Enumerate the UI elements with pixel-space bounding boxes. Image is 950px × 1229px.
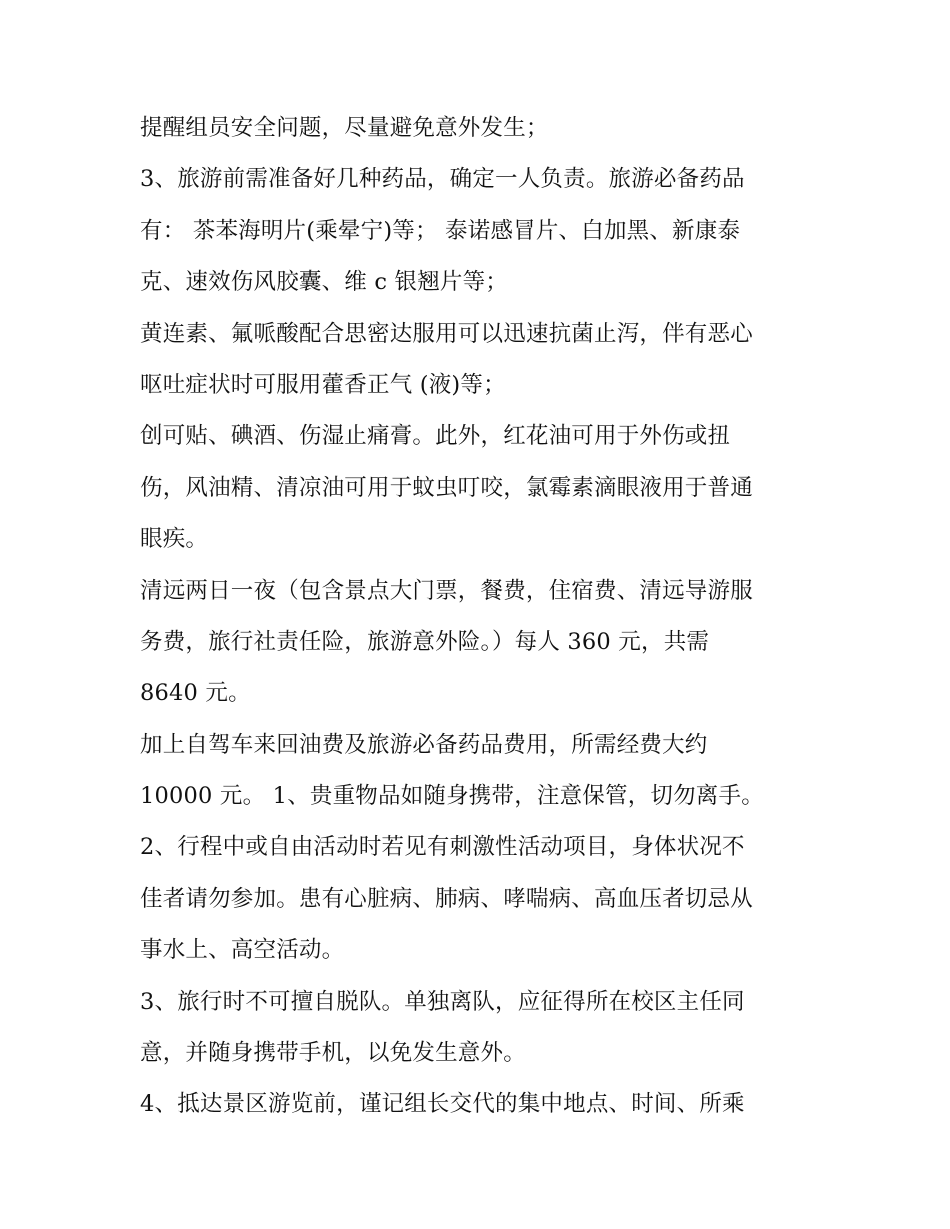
text-line: 清远两日一夜（包含景点大门票，餐费，住宿费、清远导游服 xyxy=(140,577,753,604)
text-line: 眼疾。 xyxy=(140,526,209,553)
text-line: 4、抵达景区游览前，谨记组长交代的集中地点、时间、所乘 xyxy=(140,1091,745,1118)
text-line: 黄连素、氟哌酸配合思密达服用可以迅速抗菌止泻，伴有恶心 xyxy=(140,320,753,347)
document-body xyxy=(140,103,830,1131)
text-line: 提醒组员安全问题，尽量避免意外发生； xyxy=(140,115,549,141)
text-line: 有： 茶苯海明片(乘晕宁)等； 泰诺感冒片、白加黑、新康泰 xyxy=(140,217,741,244)
text-line: 务费，旅行社责任险，旅游意外险。）每人 360 元，共需 xyxy=(140,628,710,655)
text-line: 8640 元。 xyxy=(140,680,251,707)
text-line: 意，并随身携带手机，以免发生意外。 xyxy=(140,1040,526,1067)
text-line: 佳者请勿参加。患有心脏病、肺病、哮喘病、高血压者切忌从 xyxy=(140,885,753,912)
text-line: 呕吐症状时可服用藿香正气 (液)等； xyxy=(140,371,506,398)
text-line: 10000 元。 1、贵重物品如随身携带，注意保管，切勿离手。 xyxy=(140,783,764,810)
text-line: 2、行程中或自由活动时若见有刺激性活动项目，身体状况不 xyxy=(140,834,745,861)
text-line: 事水上、高空活动。 xyxy=(140,937,345,964)
text-line: 3、旅游前需准备好几种药品，确定一人负责。旅游必备药品 xyxy=(140,166,745,193)
text-line: 加上自驾车来回油费及旅游必备药品费用，所需经费大约 xyxy=(140,731,708,758)
text-line: 克、速效伤风胶囊、维 c 银翘片等； xyxy=(140,269,509,296)
text-line: 3、旅行时不可擅自脱队。单独离队，应征得所在校区主任同 xyxy=(140,988,745,1015)
text-line: 创可贴、碘酒、伤湿止痛膏。此外，红花油可用于外伤或扭 xyxy=(140,423,731,450)
text-line: 伤，风油精、清凉油可用于蚊虫叮咬，氯霉素滴眼液用于普通 xyxy=(140,474,753,501)
